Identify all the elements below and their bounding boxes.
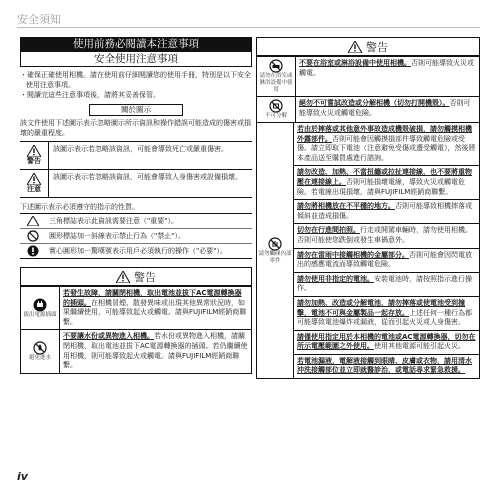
warning-icon-label: 拔出電源插頭 [23,311,57,318]
warning-icon-label: 請勿在浴室或淋浴設備中使用 [259,73,293,93]
warning-text: 絕勿不可嘗試改造或分解相機（切勿打開機殼）。否則可能導致火災或觸電危險。 [299,99,471,117]
definition-row [20,169,252,198]
warning-header [257,38,479,56]
warning-icon-label: 不可分解 [264,113,287,119]
caution-triangle-icon [27,173,41,185]
warning-text: 請僅使用指定用於本相機的電池或AC電源轉換器，切勿在所示電壓範圍之外使用。使用其他電源可能引起火災。 [294,330,479,354]
warning-title: 警告 [134,270,156,284]
definition-text: 該圖示表示若忽略該資訊，可能會導致死亡或嚴重傷害。 [53,145,228,153]
warning-text: 請勿改造、加熱、不當扭纏或拉扯連接線，也不要將重物壓在連接線上。否則可能損壞電線，導致火災或觸電危險。若電線出現損壞，請與FUJIFILM經銷商聯繫。 [294,165,479,199]
no-disassemble-icon [269,99,283,113]
mandatory-icon [27,245,39,257]
definition-table [20,141,252,198]
bullet-item: ・確保正確使用相機。請在使用前仔細閱讀您的使用手冊，特別是以下安全使用注意事項。 [20,71,251,89]
warning-icon-label: 避免進水 [28,355,51,362]
warning-triangle-icon [116,271,130,283]
left-column [20,37,252,374]
symbol-text: 三角標誌表示此資訊需要注意（"重要"）。 [49,217,178,225]
warning-row [21,329,251,372]
warning-text: 切勿在行進間拍照。行走或開駕車輛時，請勿使用相機。否則可能使您跌倒或發生車禍意外。 [294,223,479,247]
warning-title: 警告 [366,40,388,54]
warning-text: 請勿將相機放在不平穩的地方。否則可能導致相機摔落或傾斜並造成損傷。 [294,199,479,223]
icons-intro: 該文件使用下述圖示表示忽略圖示所示資訊和操作錯誤可能造成的傷害或損壞的嚴重程度。 [20,119,251,137]
definition-row [20,141,252,169]
warning-row [21,286,251,329]
warning-text: 若發生故障，請關閉相機，取出電池並拔下AC電源轉換器的插頭。在相機冒煙、散發異味或出現其他異常狀況時，如果繼續使用，可能導致起火或觸電。請與FUJIFILM經銷商聯繫。 [63,289,247,326]
symbols-intro: 下述圖示表示必須遵守的指示的性質。 [20,203,139,211]
warning-text: 請勿在雷雨中接觸相機的金屬部分。否則可能會因閃電放出的感應電流而導致觸電危險。 [294,248,479,272]
warning-row [257,56,479,96]
main-banner: 使用前務必閱讀本注意事項 [20,37,252,51]
warning-triangle-icon [27,145,41,157]
page-number: iv [17,470,28,483]
warning-row-group [257,122,479,378]
symbol-text: 實心圓形加一驚嘆號表示用戶必須執行的操作（"必要"）。 [49,247,227,255]
symbol-text: 圓形標誌加一斜線表示禁止行為（"禁止"）。 [49,232,185,240]
page-header: 安全須知 [17,13,61,26]
symbol-row [20,228,252,243]
sub-banner: 安全使用注意事項 [20,51,252,67]
warning-text: 若由於摔落或其他意外事故造成機殼破損，請勿觸摸相機外露部件。否則可能會因觸摸損部件導致觸電危險或受傷。請立即取下電池（注意避免受傷或遭受觸電），然後將本產品送至購買處進行諮詢。 [297,125,476,162]
warning-row [257,96,479,122]
no-water-icon [33,341,47,355]
warning-header [21,268,251,286]
warning-text: 不要在浴室或淋浴設備中使用相機。否則可能導致火災或觸電。 [299,59,474,77]
symbol-row [20,214,252,228]
unplug-icon [33,298,47,312]
icons-section-title: 關於圖示 [89,104,183,116]
prohibited-icon [27,230,39,242]
header-divider [17,27,480,28]
warning-text: 若電池漏液，電解液接觸到眼睛、皮膚或衣物，請用清水沖洗接觸部位並立即就醫診治，或電話尋求緊急救援。 [294,354,479,378]
warning-text: 請勿加熱、改造或分解電池，請勿摔落或使電池受到撞擊，電池不可與金屬製品一起存放。上述任何一種行為都可能導致電池爆炸或漏液，從而引起火災或人身傷害。 [294,296,479,330]
no-bath-icon [269,59,283,73]
warning-icon-label: 請勿觸碰內部零件 [258,250,292,264]
definition-text: 該圖示表示若忽略該資訊，可能會導致人身傷害或設備損壞。 [53,173,242,181]
warning-box-left [20,267,252,374]
symbol-row [20,243,252,258]
warning-box-right [256,37,480,379]
warning-text: 請勿使用非指定的電池。安裝電池時，請按照指示進行操作。 [294,272,479,296]
warning-triangle-icon [348,41,362,53]
no-touch-icon [268,237,282,251]
definition-label: 注意 [27,185,41,193]
triangle-important-icon [27,216,39,226]
warning-text: 不要讓水份或異物進入相機。若水份或異物進入相機，請關閉相機，取出電池並拔下AC電源轉換器的插頭。若仍繼續使用相機，則可能導致起火或觸電。請與FUJIFILM經銷商聯繫。 [63,332,248,370]
definition-label: 警告 [27,157,41,165]
right-column [256,37,480,379]
symbol-table [20,213,252,259]
bullet-item: ・閱讀完這些注意事項後，請將其妥善保管。 [20,91,160,99]
